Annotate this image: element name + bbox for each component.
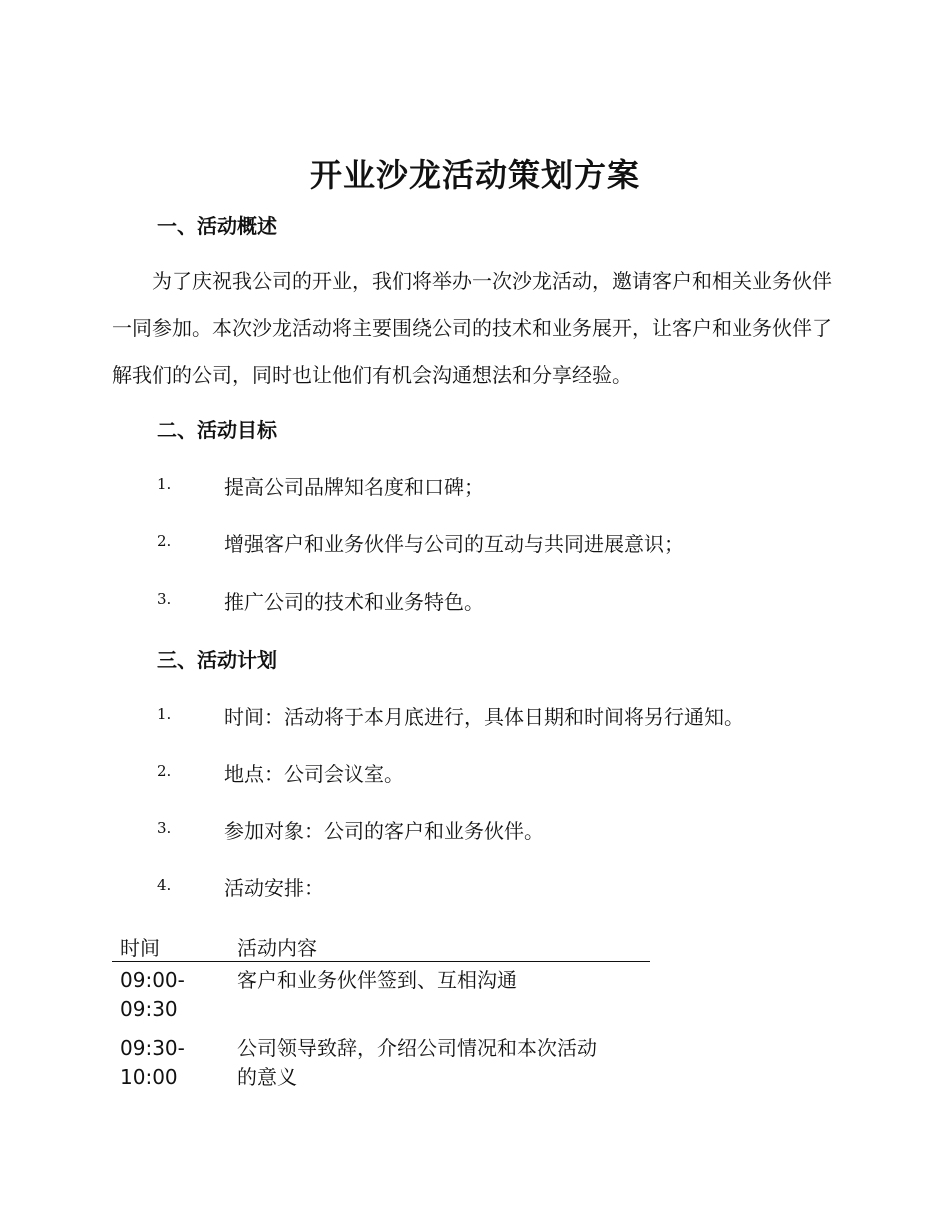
table-row [112,1034,650,1098]
list-text: 时间：活动将于本月底进行，具体日期和时间将另行通知。 [224,705,744,729]
goal-list-item [157,471,857,501]
plan-list-item [157,815,857,845]
list-number: 1. [157,475,172,493]
document-title: 开业沙龙活动策划方案 [309,156,640,194]
list-text: 提高公司品牌知名度和口碑； [224,475,484,499]
list-number: 3. [157,819,172,837]
schedule-table [112,928,650,1098]
goal-list-item [157,586,857,616]
section-heading-goals: 二、活动目标 [157,418,277,442]
goal-list-item [157,528,857,558]
list-number: 2. [157,532,172,550]
row-content-line: 公司领导致辞，介绍公司情况和本次活动 [237,1036,597,1060]
list-text: 活动安排： [224,876,324,900]
row-time-end: 10:00 [120,1065,178,1089]
table-row [112,966,650,1034]
row-time-start: 09:00- [120,968,185,992]
list-text: 推广公司的技术和业务特色。 [224,590,484,614]
plan-list-item [157,701,857,731]
plan-list-item [157,758,857,788]
row-time-end: 09:30 [120,997,178,1021]
row-content-line: 的意义 [237,1065,297,1089]
list-number: 4. [157,876,172,894]
list-number: 2. [157,762,172,780]
schedule-table-header [112,928,650,962]
row-content [237,966,637,995]
list-number: 3. [157,590,172,608]
row-time [120,1034,210,1092]
row-content-line: 客户和业务伙伴签到、互相沟通 [237,968,517,992]
plan-list-item [157,872,857,902]
row-content [237,1034,637,1092]
overview-paragraph-text: 为了庆祝我公司的开业，我们将举办一次沙龙活动，邀请客户和相关业务伙伴一同参加。本次沙龙活动将主要围绕公司的技术和业务展开，让客户和业务伙伴了解我们的公司，同时也让他们有机会沟通想法和分享经验。 [112,269,832,387]
column-header-time: 时间 [120,936,160,960]
overview-paragraph [112,258,832,399]
section-heading-overview: 一、活动概述 [157,214,277,238]
list-text: 参加对象：公司的客户和业务伙伴。 [224,819,544,843]
row-time-start: 09:30- [120,1036,185,1060]
list-text: 增强客户和业务伙伴与公司的互动与共同进展意识； [224,532,684,556]
list-text: 地点：公司会议室。 [224,762,404,786]
column-header-content: 活动内容 [237,936,317,960]
section-heading-plan: 三、活动计划 [157,648,277,672]
row-time [120,966,210,1024]
list-number: 1. [157,705,172,723]
